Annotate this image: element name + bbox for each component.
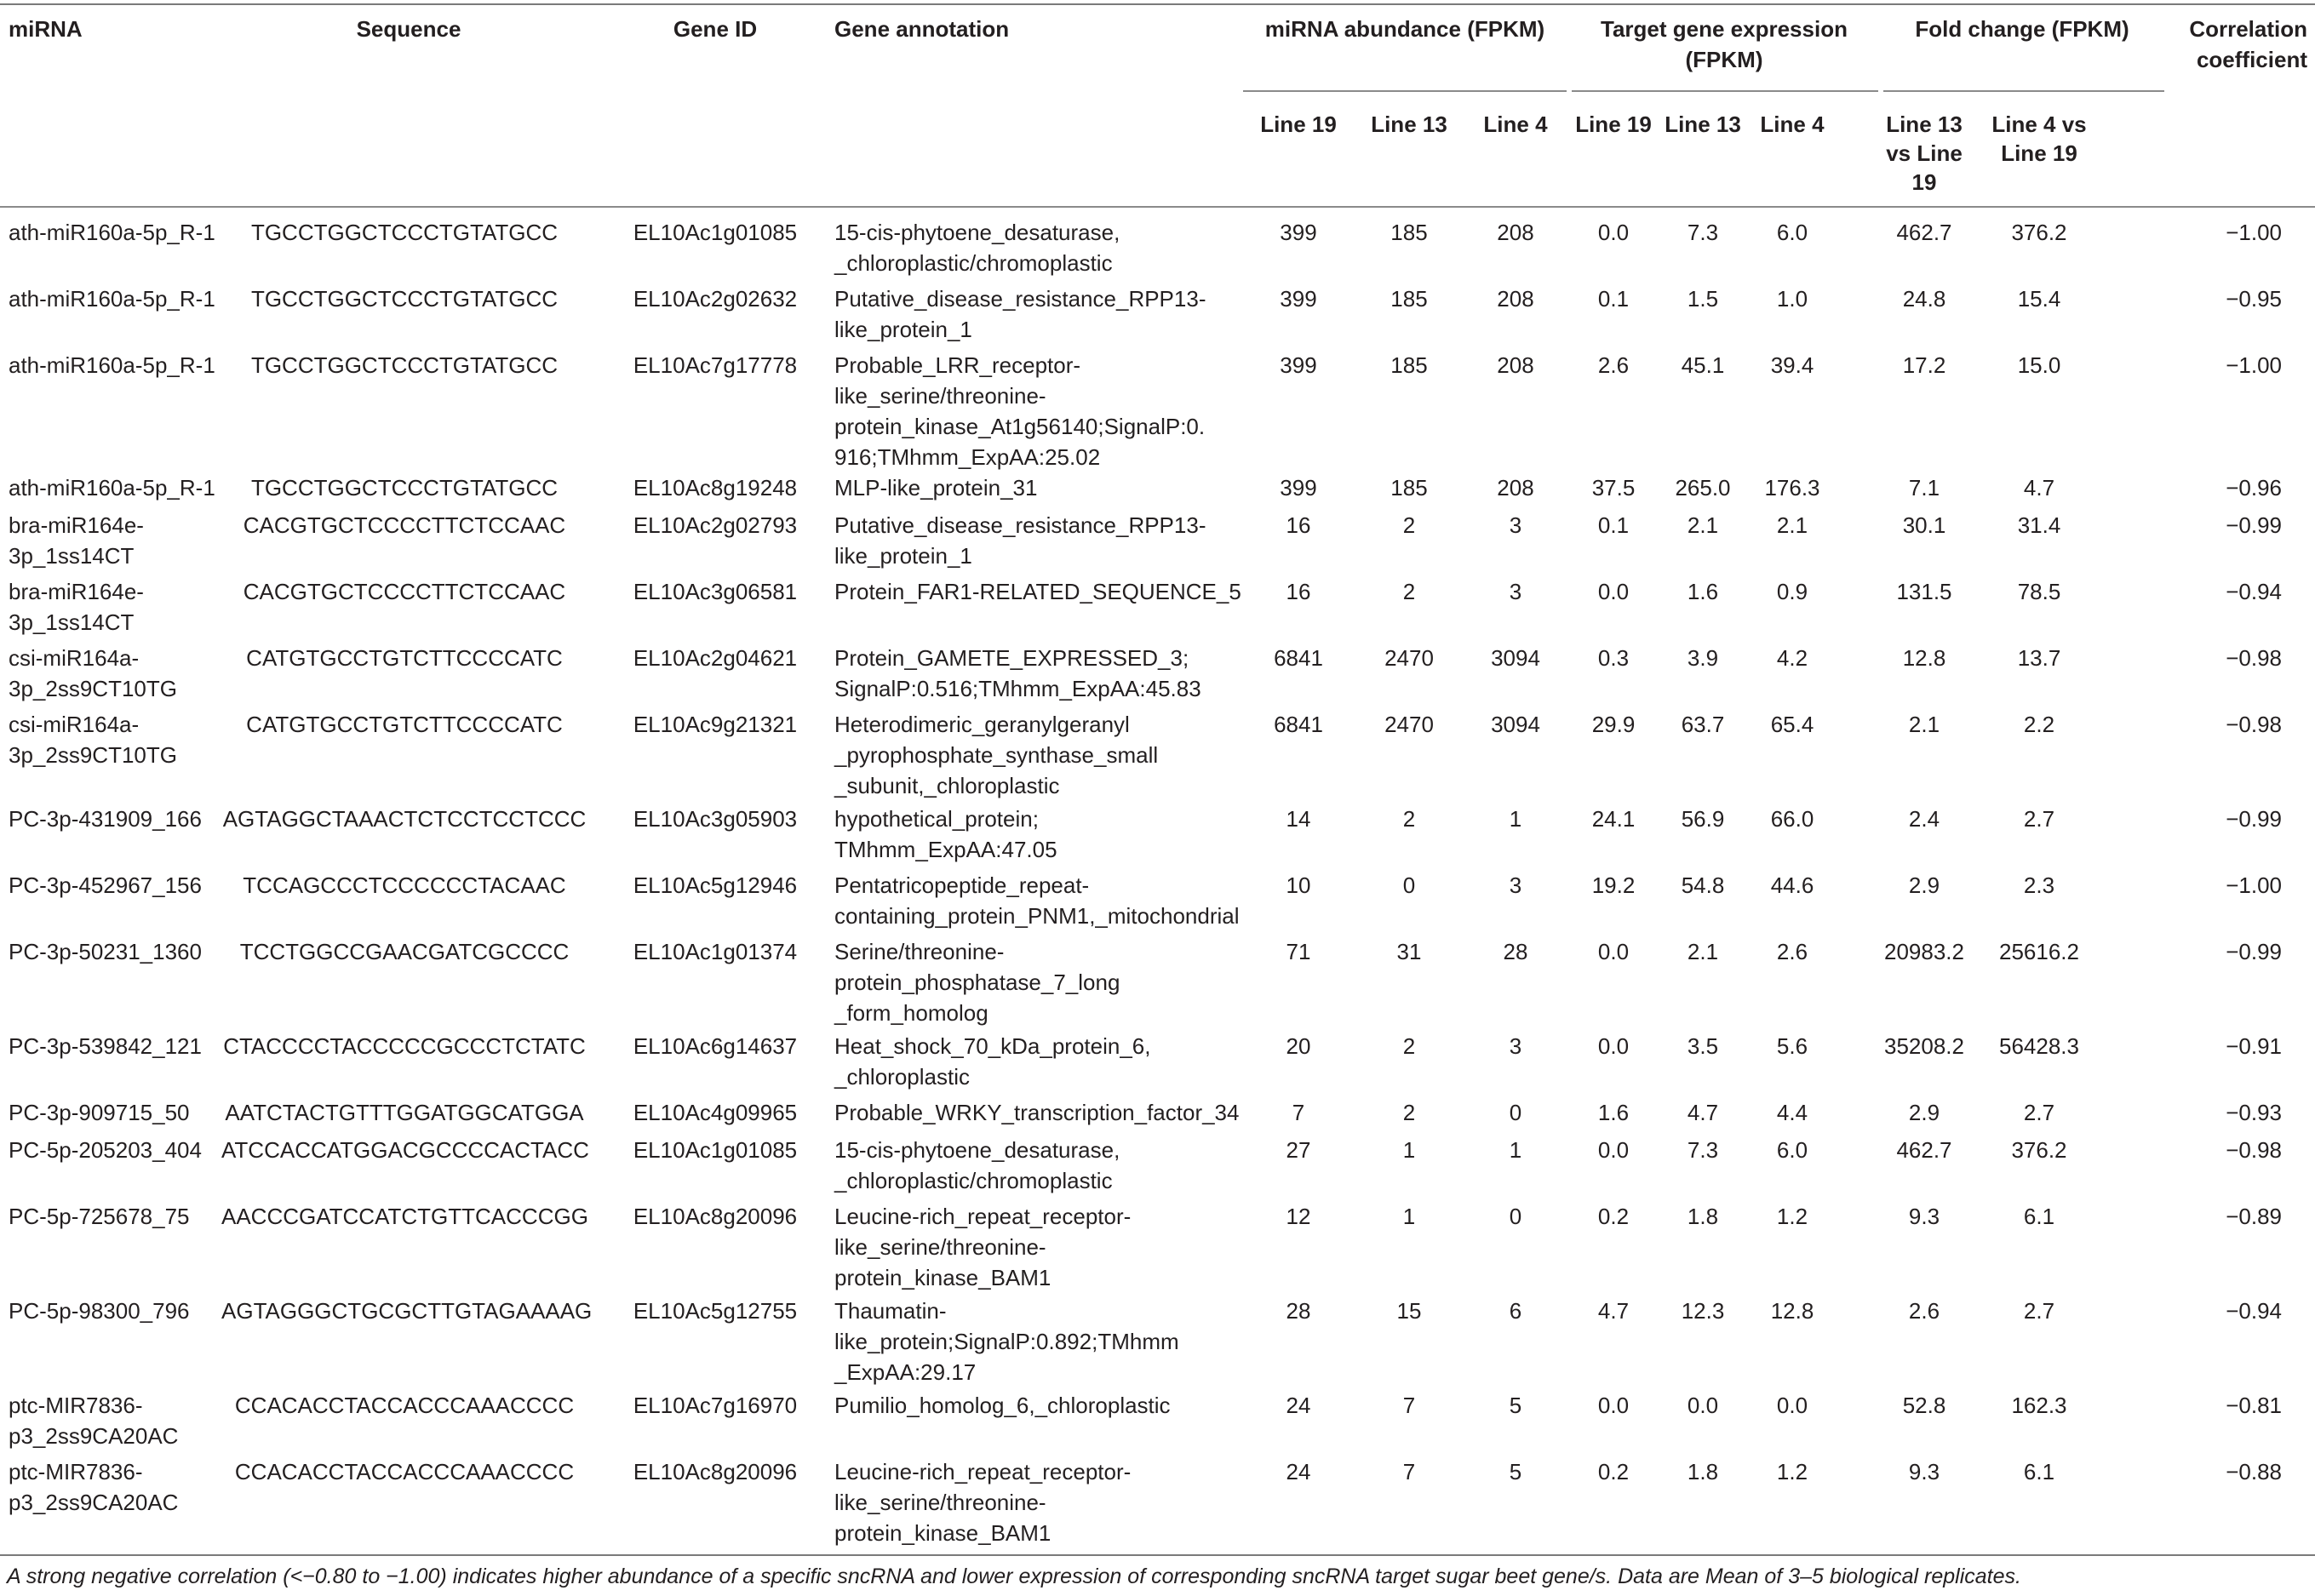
cell-abundance-line4: 0 (1509, 1204, 1522, 1229)
cell-abundance-line13: 2 (1402, 1100, 1416, 1125)
cell-mirna: ath-miR160a-5p_R-1 (9, 352, 215, 378)
cell-abundance-line13: 1 (1402, 1204, 1416, 1229)
cell-target-line13: 7.3 (1687, 1137, 1719, 1163)
cell-abundance-line19: 71 (1286, 939, 1311, 964)
cell-fold-13vs19: 9.3 (1908, 1204, 1940, 1229)
cell-mirna: PC-3p-539842_121 (9, 1033, 202, 1059)
cell-target-line4: 0.9 (1776, 579, 1808, 604)
cell-gene-id: EL10Ac2g02793 (633, 512, 798, 538)
cell-abundance-line4: 0 (1509, 1100, 1522, 1125)
cell-target-line19: 19.2 (1591, 872, 1636, 898)
cell-abundance-line19: 399 (1280, 220, 1317, 245)
header-fold-4vs19-line1: Line 4 vs (1991, 112, 2087, 137)
cell-mirna: p3_2ss9CA20AC (9, 1490, 179, 1515)
cell-abundance-line19: 14 (1286, 806, 1311, 832)
cell-abundance-line19: 28 (1286, 1298, 1311, 1324)
header-fold-13vs19-line3: 19 (1911, 169, 1937, 195)
header-fold-4vs19-line2: Line 19 (2001, 140, 2077, 166)
cell-mirna: 3p_2ss9CT10TG (9, 742, 177, 768)
header-target-group-line1: Target gene expression (1601, 16, 1848, 42)
cell-sequence: AATCTACTGTTTGGATGGCATGGA (225, 1100, 584, 1125)
cell-gene-annotation: Protein_GAMETE_EXPRESSED_3; (834, 645, 1189, 671)
cell-gene-annotation: 15-cis-phytoene_desaturase, (834, 1137, 1120, 1163)
cell-gene-annotation: Pumilio_homolog_6,_chloroplastic (834, 1393, 1171, 1418)
cell-sequence: TGCCTGGCTCCCTGTATGCC (250, 220, 559, 245)
cell-gene-annotation: protein_kinase_BAM1 (834, 1520, 1051, 1546)
cell-target-line13: 1.8 (1687, 1459, 1719, 1484)
cell-gene-annotation: containing_protein_PNM1,_mitochondrial (834, 903, 1240, 929)
cell-gene-annotation: _chloroplastic/chromoplastic (834, 1168, 1113, 1193)
cell-gene-annotation: Putative_disease_resistance_RPP13- (834, 512, 1206, 538)
header-correlation-line1: Correlation (2189, 16, 2307, 42)
cell-target-line19: 0.1 (1597, 512, 1630, 538)
cell-fold-4vs19: 15.0 (2017, 352, 2061, 378)
cell-abundance-line13: 2470 (1384, 645, 1434, 671)
cell-mirna: 3p_1ss14CT (9, 609, 135, 635)
table-footnote: A strong negative correlation (<−0.80 to −1.00) indicates higher abundance of a specific sncRNA and lower expression of corresponding sncRNA target sugar beet gene/s. Data are Mean of 3–5 biological replicates. (7, 1565, 2021, 1588)
cell-gene-annotation: _chloroplastic (834, 1064, 970, 1090)
cell-fold-13vs19: 462.7 (1896, 220, 1952, 245)
cell-gene-annotation: Probable_LRR_receptor- (834, 352, 1081, 378)
cell-gene-annotation: _ExpAA:29.17 (834, 1359, 977, 1385)
cell-mirna: csi-miR164a- (9, 645, 140, 671)
cell-correlation: −0.93 (2226, 1100, 2282, 1125)
cell-fold-4vs19: 13.7 (2017, 645, 2061, 671)
cell-mirna: ptc-MIR7836- (9, 1393, 143, 1418)
cell-target-line4: 66.0 (1770, 806, 1814, 832)
cell-abundance-line13: 0 (1402, 872, 1416, 898)
cell-gene-annotation: protein_phosphatase_7_long (834, 970, 1120, 995)
cell-sequence: TGCCTGGCTCCCTGTATGCC (250, 475, 559, 501)
cell-gene-annotation: _chloroplastic/chromoplastic (834, 250, 1113, 276)
cell-target-line4: 4.2 (1776, 645, 1808, 671)
top-rule (0, 3, 2315, 5)
cell-target-line4: 176.3 (1764, 475, 1820, 501)
cell-gene-annotation: Heat_shock_70_kDa_protein_6, (834, 1033, 1151, 1059)
cell-sequence: CACGTGCTCCCCTTCTCCAAC (243, 579, 566, 604)
cell-fold-13vs19: 12.8 (1902, 645, 1946, 671)
cell-fold-4vs19: 2.7 (2023, 1100, 2055, 1125)
cell-abundance-line19: 7 (1292, 1100, 1305, 1125)
cell-mirna: ath-miR160a-5p_R-1 (9, 220, 215, 245)
cell-abundance-line13: 15 (1396, 1298, 1422, 1324)
cell-gene-annotation: Leucine-rich_repeat_receptor- (834, 1204, 1132, 1229)
cell-fold-13vs19: 2.4 (1908, 806, 1940, 832)
cell-target-line19: 2.6 (1597, 352, 1630, 378)
cell-abundance-line13: 7 (1402, 1393, 1416, 1418)
cell-fold-4vs19: 2.7 (2023, 1298, 2055, 1324)
cell-gene-annotation: Heterodimeric_geranylgeranyl (834, 712, 1130, 737)
cell-gene-annotation: like_serine/threonine- (834, 383, 1046, 409)
cell-sequence: ATCCACCATGGACGCCCCACTACC (221, 1137, 589, 1163)
cell-abundance-line4: 208 (1497, 286, 1534, 312)
cell-abundance-line13: 1 (1402, 1137, 1416, 1163)
cell-target-line19: 0.1 (1597, 286, 1630, 312)
cell-abundance-line4: 5 (1509, 1459, 1522, 1484)
cell-target-line19: 0.0 (1597, 939, 1630, 964)
fold-group-rule (1883, 90, 2164, 92)
cell-gene-id: EL10Ac4g09965 (633, 1100, 798, 1125)
cell-abundance-line13: 185 (1390, 286, 1428, 312)
cell-gene-annotation: Pentatricopeptide_repeat- (834, 872, 1090, 898)
cell-gene-id: EL10Ac1g01085 (633, 220, 798, 245)
cell-gene-annotation: Thaumatin- (834, 1298, 947, 1324)
cell-correlation: −0.91 (2226, 1033, 2282, 1059)
cell-fold-13vs19: 17.2 (1902, 352, 1946, 378)
cell-target-line13: 12.3 (1681, 1298, 1725, 1324)
cell-mirna: PC-5p-98300_796 (9, 1298, 190, 1324)
cell-abundance-line4: 3094 (1491, 712, 1540, 737)
cell-fold-4vs19: 162.3 (2011, 1393, 2067, 1418)
cell-mirna: ptc-MIR7836- (9, 1459, 143, 1484)
cell-abundance-line4: 3 (1509, 579, 1522, 604)
cell-abundance-line19: 399 (1280, 286, 1317, 312)
cell-target-line19: 24.1 (1591, 806, 1636, 832)
cell-gene-annotation: TMhmm_ExpAA:47.05 (834, 837, 1057, 862)
cell-sequence: CTACCCCTACCCCCGCCCTCTATC (223, 1033, 586, 1059)
cell-gene-annotation: hypothetical_protein; (834, 806, 1039, 832)
cell-abundance-line4: 3094 (1491, 645, 1540, 671)
cell-abundance-line19: 16 (1286, 512, 1311, 538)
cell-abundance-line4: 5 (1509, 1393, 1522, 1418)
header-bottom-rule (0, 206, 2315, 208)
cell-abundance-line4: 6 (1509, 1298, 1522, 1324)
cell-mirna: PC-3p-431909_166 (9, 806, 202, 832)
cell-mirna: PC-5p-205203_404 (9, 1137, 202, 1163)
cell-abundance-line13: 185 (1390, 352, 1428, 378)
cell-target-line13: 2.1 (1687, 512, 1719, 538)
cell-target-line13: 54.8 (1681, 872, 1725, 898)
cell-gene-annotation: _form_homolog (834, 1000, 988, 1026)
header-target-line4: Line 4 (1760, 112, 1825, 137)
cell-correlation: −0.96 (2226, 475, 2282, 501)
cell-mirna: PC-3p-50231_1360 (9, 939, 202, 964)
cell-gene-id: EL10Ac7g16970 (633, 1393, 798, 1418)
cell-fold-4vs19: 78.5 (2017, 579, 2061, 604)
cell-abundance-line19: 27 (1286, 1137, 1311, 1163)
header-target-group-line2: (FPKM) (1685, 47, 1763, 72)
header-sequence: Sequence (356, 16, 461, 42)
cell-mirna: PC-3p-452967_156 (9, 872, 202, 898)
cell-gene-id: EL10Ac8g19248 (633, 475, 798, 501)
header-fold-13vs19-line2: vs Line (1886, 140, 1963, 166)
cell-target-line4: 0.0 (1776, 1393, 1808, 1418)
header-gene-id: Gene ID (673, 16, 758, 42)
cell-gene-annotation: like_protein_1 (834, 317, 972, 342)
bottom-rule (0, 1554, 2315, 1556)
cell-gene-id: EL10Ac2g04621 (633, 645, 798, 671)
cell-abundance-line4: 28 (1503, 939, 1528, 964)
cell-gene-annotation: 916;TMhmm_ExpAA:25.02 (834, 444, 1101, 470)
cell-fold-4vs19: 2.7 (2023, 806, 2055, 832)
cell-correlation: −0.98 (2226, 712, 2282, 737)
header-abundance-line13: Line 13 (1371, 112, 1447, 137)
cell-correlation: −0.94 (2226, 1298, 2282, 1324)
cell-gene-id: EL10Ac8g20096 (633, 1459, 798, 1484)
cell-correlation: −0.95 (2226, 286, 2282, 312)
cell-target-line4: 2.6 (1776, 939, 1808, 964)
cell-gene-id: EL10Ac3g05903 (633, 806, 798, 832)
cell-target-line19: 0.0 (1597, 579, 1630, 604)
cell-fold-13vs19: 52.8 (1902, 1393, 1946, 1418)
cell-sequence: CACGTGCTCCCCTTCTCCAAC (243, 512, 566, 538)
cell-abundance-line4: 208 (1497, 475, 1534, 501)
cell-mirna: p3_2ss9CA20AC (9, 1423, 179, 1449)
cell-gene-annotation: Serine/threonine- (834, 939, 1005, 964)
cell-gene-annotation: 15-cis-phytoene_desaturase, (834, 220, 1120, 245)
cell-target-line13: 63.7 (1681, 712, 1725, 737)
cell-target-line13: 1.5 (1687, 286, 1719, 312)
cell-fold-13vs19: 2.6 (1908, 1298, 1940, 1324)
cell-target-line13: 45.1 (1681, 352, 1725, 378)
cell-mirna: ath-miR160a-5p_R-1 (9, 475, 215, 501)
cell-target-line4: 39.4 (1770, 352, 1814, 378)
cell-target-line4: 5.6 (1776, 1033, 1808, 1059)
cell-gene-annotation: protein_kinase_At1g56140;SignalP:0. (834, 414, 1206, 439)
cell-gene-annotation: like_protein_1 (834, 543, 972, 569)
cell-mirna: csi-miR164a- (9, 712, 140, 737)
cell-abundance-line4: 3 (1509, 512, 1522, 538)
cell-target-line4: 6.0 (1776, 1137, 1808, 1163)
cell-mirna: ath-miR160a-5p_R-1 (9, 286, 215, 312)
cell-sequence: AACCCGATCCATCTGTTCACCCGG (221, 1204, 588, 1229)
cell-abundance-line4: 3 (1509, 872, 1522, 898)
cell-fold-4vs19: 2.2 (2023, 712, 2055, 737)
cell-abundance-line19: 6841 (1274, 645, 1323, 671)
cell-gene-annotation: protein_kinase_BAM1 (834, 1265, 1051, 1290)
cell-abundance-line13: 185 (1390, 475, 1428, 501)
cell-fold-4vs19: 6.1 (2023, 1204, 2055, 1229)
cell-abundance-line13: 2 (1402, 1033, 1416, 1059)
cell-gene-id: EL10Ac7g17778 (633, 352, 798, 378)
cell-fold-4vs19: 4.7 (2023, 475, 2055, 501)
cell-fold-13vs19: 35208.2 (1884, 1033, 1964, 1059)
cell-sequence: CCACACCTACCACCCAAACCCC (234, 1393, 575, 1418)
cell-target-line4: 12.8 (1770, 1298, 1814, 1324)
cell-correlation: −1.00 (2226, 352, 2282, 378)
cell-gene-id: EL10Ac1g01374 (633, 939, 798, 964)
cell-gene-annotation: like_serine/threonine- (834, 1490, 1046, 1515)
header-abundance-line4: Line 4 (1483, 112, 1548, 137)
cell-abundance-line19: 399 (1280, 475, 1317, 501)
cell-mirna: PC-5p-725678_75 (9, 1204, 190, 1229)
cell-gene-annotation: SignalP:0.516;TMhmm_ExpAA:45.83 (834, 676, 1201, 701)
header-correlation-line2: coefficient (2196, 47, 2307, 72)
cell-abundance-line13: 2 (1402, 806, 1416, 832)
cell-abundance-line4: 208 (1497, 220, 1534, 245)
cell-target-line13: 7.3 (1687, 220, 1719, 245)
cell-mirna: PC-3p-909715_50 (9, 1100, 190, 1125)
cell-target-line4: 44.6 (1770, 872, 1814, 898)
cell-target-line13: 3.5 (1687, 1033, 1719, 1059)
cell-gene-annotation: Protein_FAR1-RELATED_SEQUENCE_5 (834, 579, 1241, 604)
cell-gene-id: EL10Ac8g20096 (633, 1204, 798, 1229)
cell-target-line19: 0.0 (1597, 220, 1630, 245)
cell-gene-id: EL10Ac2g02632 (633, 286, 798, 312)
header-abundance-line19: Line 19 (1260, 112, 1337, 137)
header-abundance-group: miRNA abundance (FPKM) (1264, 16, 1545, 42)
cell-target-line19: 1.6 (1597, 1100, 1630, 1125)
cell-target-line19: 0.0 (1597, 1393, 1630, 1418)
cell-sequence: AGTAGGCTAAACTCTCCTCCTCCC (222, 806, 587, 832)
cell-target-line19: 0.2 (1597, 1459, 1630, 1484)
header-target-line13: Line 13 (1665, 112, 1741, 137)
header-mirna: miRNA (9, 16, 83, 42)
cell-target-line19: 0.2 (1597, 1204, 1630, 1229)
cell-sequence: CATGTGCCTGTCTTCCCCATC (246, 712, 563, 737)
cell-fold-13vs19: 9.3 (1908, 1459, 1940, 1484)
cell-gene-annotation: Putative_disease_resistance_RPP13- (834, 286, 1206, 312)
cell-target-line4: 4.4 (1776, 1100, 1808, 1125)
cell-sequence: AGTAGGGCTGCGCTTGTAGAAAAG (221, 1298, 593, 1324)
cell-target-line13: 0.0 (1687, 1393, 1719, 1418)
cell-correlation: −0.99 (2226, 939, 2282, 964)
cell-target-line19: 29.9 (1591, 712, 1636, 737)
header-gene-annotation: Gene annotation (834, 16, 1010, 42)
cell-abundance-line13: 2 (1402, 512, 1416, 538)
cell-gene-annotation: Probable_WRKY_transcription_factor_34 (834, 1100, 1240, 1125)
cell-abundance-line4: 1 (1509, 806, 1522, 832)
cell-fold-4vs19: 376.2 (2011, 220, 2067, 245)
cell-sequence: TGCCTGGCTCCCTGTATGCC (250, 352, 559, 378)
header-target-line19: Line 19 (1575, 112, 1652, 137)
cell-correlation: −0.81 (2226, 1393, 2282, 1418)
cell-abundance-line4: 1 (1509, 1137, 1522, 1163)
cell-sequence: CATGTGCCTGTCTTCCCCATC (246, 645, 563, 671)
cell-gene-annotation: _pyrophosphate_synthase_small (834, 742, 1159, 768)
cell-fold-13vs19: 131.5 (1896, 579, 1952, 604)
cell-target-line19: 37.5 (1591, 475, 1636, 501)
cell-gene-annotation: _subunit,_chloroplastic (834, 773, 1060, 798)
cell-target-line13: 2.1 (1687, 939, 1719, 964)
cell-target-line4: 2.1 (1776, 512, 1808, 538)
cell-gene-annotation: Leucine-rich_repeat_receptor- (834, 1459, 1132, 1484)
cell-sequence: TCCTGGCCGAACGATCGCCCC (239, 939, 570, 964)
cell-fold-13vs19: 30.1 (1902, 512, 1946, 538)
cell-gene-annotation: MLP-like_protein_31 (834, 475, 1038, 501)
cell-abundance-line19: 24 (1286, 1459, 1311, 1484)
cell-fold-13vs19: 7.1 (1908, 475, 1940, 501)
cell-abundance-line13: 185 (1390, 220, 1428, 245)
cell-fold-13vs19: 2.1 (1908, 712, 1940, 737)
cell-target-line13: 4.7 (1687, 1100, 1719, 1125)
cell-fold-4vs19: 376.2 (2011, 1137, 2067, 1163)
cell-fold-13vs19: 2.9 (1908, 872, 1940, 898)
cell-target-line13: 1.6 (1687, 579, 1719, 604)
cell-gene-id: EL10Ac6g14637 (633, 1033, 798, 1059)
cell-fold-4vs19: 31.4 (2017, 512, 2061, 538)
cell-fold-4vs19: 25616.2 (1999, 939, 2079, 964)
cell-gene-id: EL10Ac5g12946 (633, 872, 798, 898)
cell-sequence: CCACACCTACCACCCAAACCCC (234, 1459, 575, 1484)
cell-correlation: −0.98 (2226, 1137, 2282, 1163)
cell-target-line19: 0.3 (1597, 645, 1630, 671)
cell-abundance-line13: 2 (1402, 579, 1416, 604)
cell-gene-annotation: like_protein;SignalP:0.892;TMhmm (834, 1329, 1179, 1354)
cell-mirna: 3p_1ss14CT (9, 543, 135, 569)
cell-mirna: 3p_2ss9CT10TG (9, 676, 177, 701)
cell-fold-4vs19: 15.4 (2017, 286, 2061, 312)
cell-correlation: −0.88 (2226, 1459, 2282, 1484)
cell-target-line13: 56.9 (1681, 806, 1725, 832)
cell-abundance-line13: 7 (1402, 1459, 1416, 1484)
cell-abundance-line19: 10 (1286, 872, 1311, 898)
cell-target-line4: 6.0 (1776, 220, 1808, 245)
cell-target-line19: 4.7 (1597, 1298, 1630, 1324)
cell-gene-id: EL10Ac3g06581 (633, 579, 798, 604)
cell-abundance-line4: 208 (1497, 352, 1534, 378)
cell-target-line4: 1.2 (1776, 1459, 1808, 1484)
cell-fold-13vs19: 462.7 (1896, 1137, 1952, 1163)
header-fold-13vs19-line1: Line 13 (1886, 112, 1963, 137)
cell-correlation: −1.00 (2226, 872, 2282, 898)
cell-correlation: −0.89 (2226, 1204, 2282, 1229)
cell-correlation: −0.99 (2226, 512, 2282, 538)
cell-abundance-line19: 16 (1286, 579, 1311, 604)
cell-gene-id: EL10Ac5g12755 (633, 1298, 798, 1324)
cell-fold-13vs19: 2.9 (1908, 1100, 1940, 1125)
cell-mirna: bra-miR164e- (9, 579, 144, 604)
abundance-group-rule (1243, 90, 1567, 92)
cell-abundance-line13: 31 (1396, 939, 1422, 964)
cell-target-line4: 1.2 (1776, 1204, 1808, 1229)
cell-abundance-line19: 20 (1286, 1033, 1311, 1059)
cell-fold-4vs19: 2.3 (2023, 872, 2055, 898)
cell-gene-annotation: like_serine/threonine- (834, 1234, 1046, 1260)
cell-correlation: −0.98 (2226, 645, 2282, 671)
cell-fold-4vs19: 6.1 (2023, 1459, 2055, 1484)
cell-correlation: −0.94 (2226, 579, 2282, 604)
cell-fold-13vs19: 20983.2 (1884, 939, 1964, 964)
cell-correlation: −1.00 (2226, 220, 2282, 245)
cell-gene-id: EL10Ac1g01085 (633, 1137, 798, 1163)
header-fold-group: Fold change (FPKM) (1915, 16, 2129, 42)
cell-abundance-line19: 6841 (1274, 712, 1323, 737)
cell-fold-4vs19: 56428.3 (1999, 1033, 2079, 1059)
cell-correlation: −0.99 (2226, 806, 2282, 832)
cell-target-line4: 1.0 (1776, 286, 1808, 312)
cell-mirna: bra-miR164e- (9, 512, 144, 538)
cell-abundance-line4: 3 (1509, 1033, 1522, 1059)
cell-abundance-line19: 24 (1286, 1393, 1311, 1418)
cell-target-line13: 265.0 (1675, 475, 1731, 501)
target-group-rule (1572, 90, 1878, 92)
cell-target-line13: 3.9 (1687, 645, 1719, 671)
cell-abundance-line13: 2470 (1384, 712, 1434, 737)
cell-target-line4: 65.4 (1770, 712, 1814, 737)
cell-target-line13: 1.8 (1687, 1204, 1719, 1229)
cell-gene-id: EL10Ac9g21321 (633, 712, 798, 737)
cell-abundance-line19: 12 (1286, 1204, 1311, 1229)
cell-sequence: TCCAGCCCTCCCCCCTACAAC (243, 872, 566, 898)
cell-abundance-line19: 399 (1280, 352, 1317, 378)
cell-fold-13vs19: 24.8 (1902, 286, 1946, 312)
cell-sequence: TGCCTGGCTCCCTGTATGCC (250, 286, 559, 312)
cell-target-line19: 0.0 (1597, 1137, 1630, 1163)
cell-target-line19: 0.0 (1597, 1033, 1630, 1059)
